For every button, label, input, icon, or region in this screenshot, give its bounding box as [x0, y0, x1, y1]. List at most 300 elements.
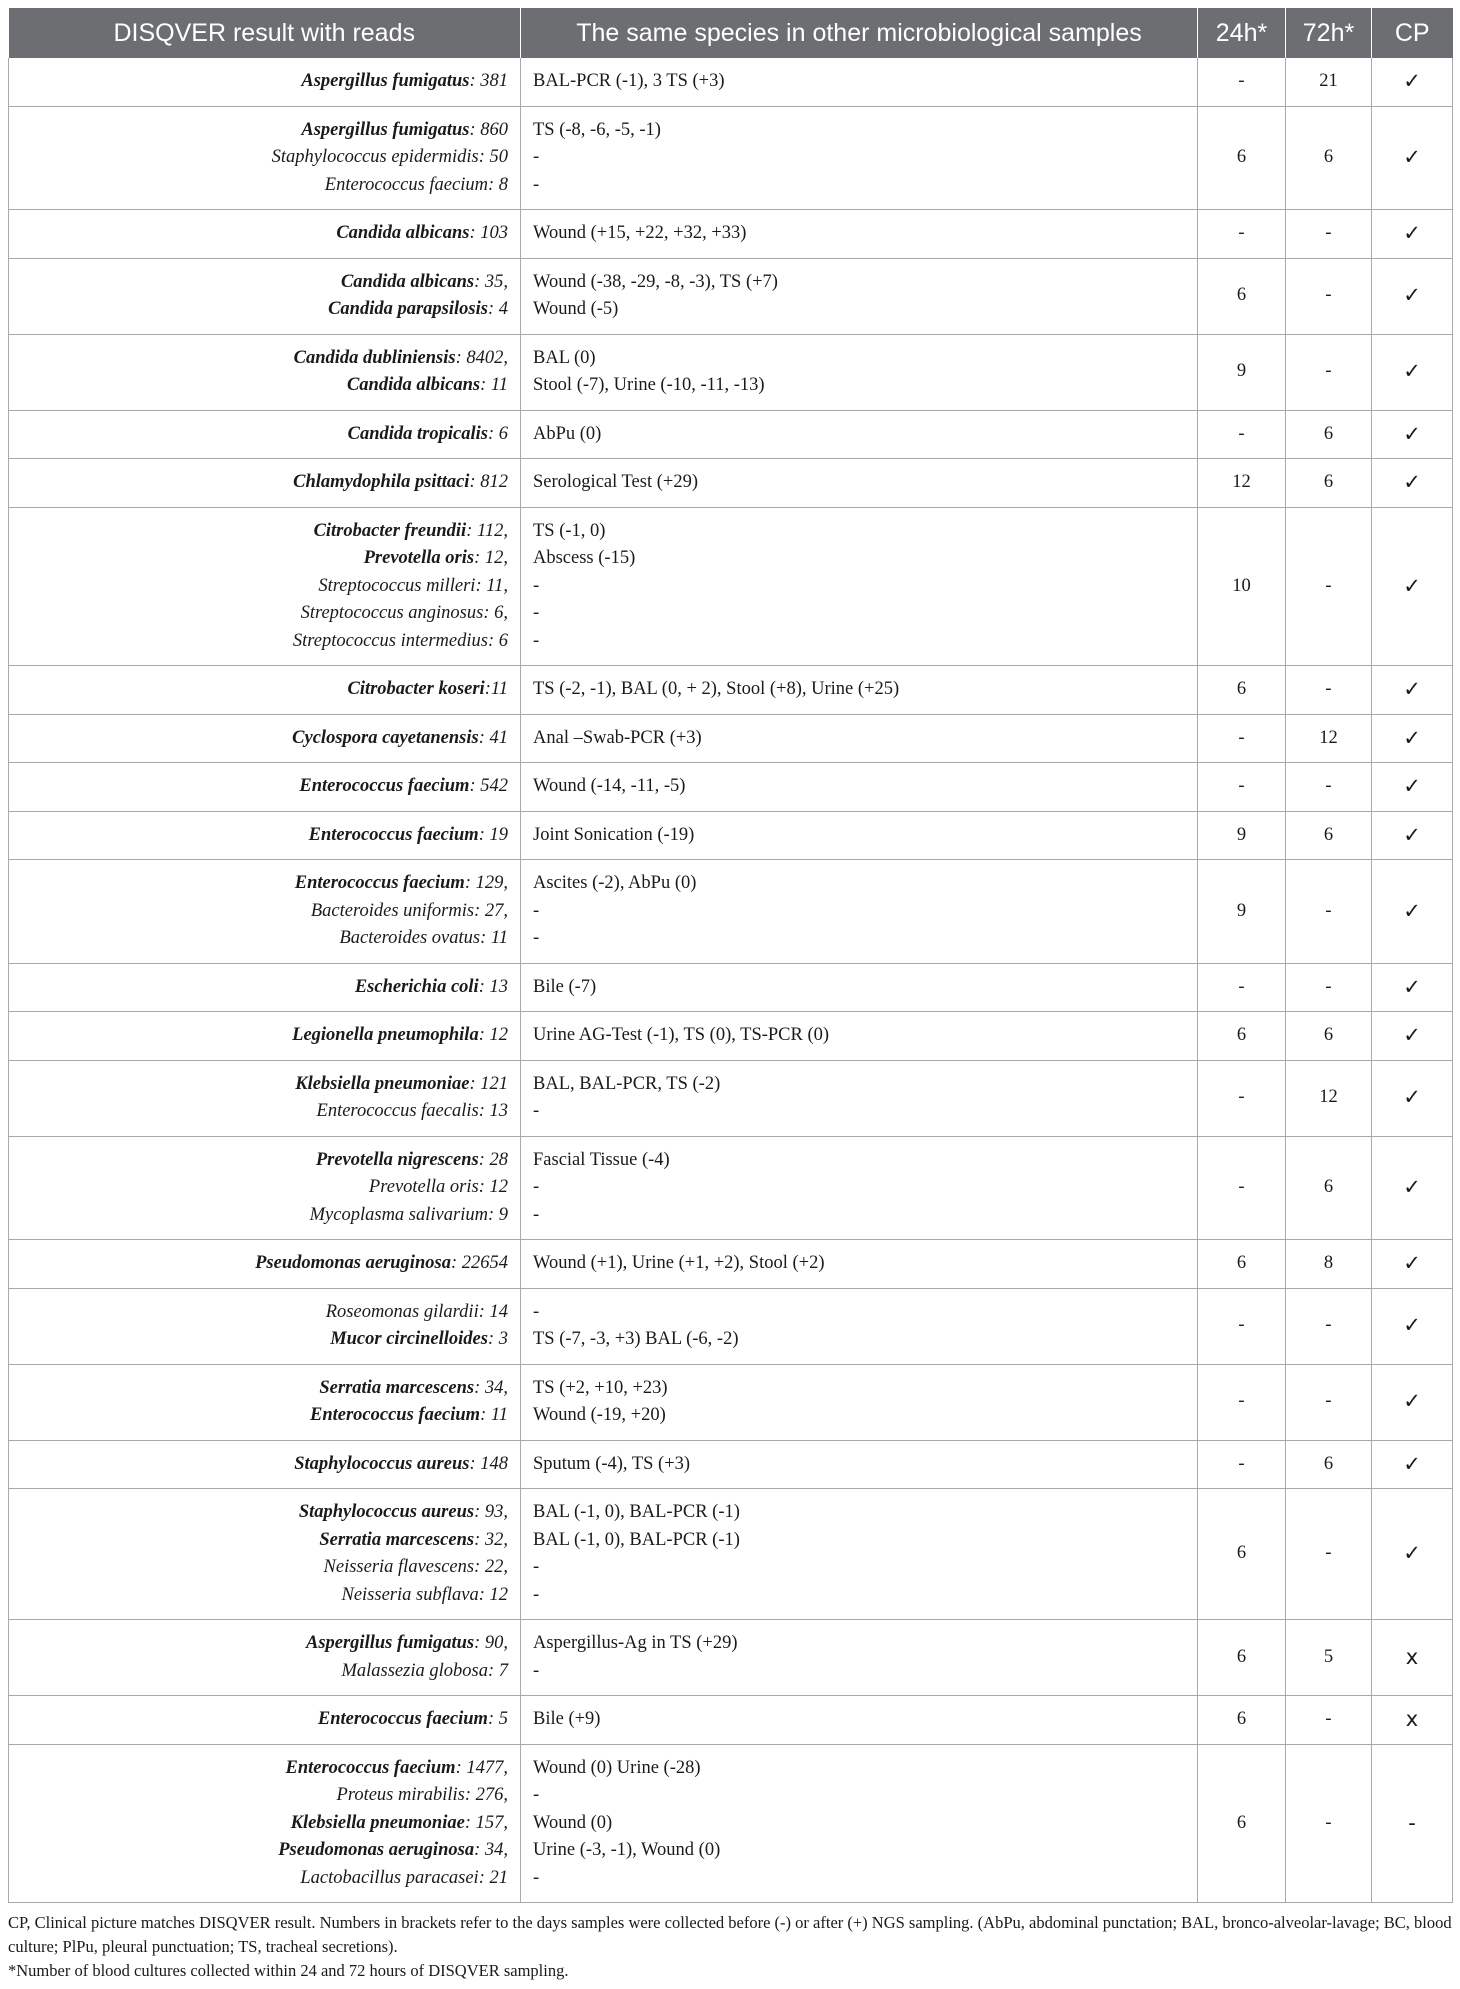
species-entry: [17, 1326, 508, 1354]
clinical-picture-cell: ✓: [1372, 258, 1453, 334]
species-name: Aspergillus fumigatus: [301, 119, 470, 140]
blood-culture-24h-cell: -: [1198, 1060, 1286, 1136]
species-entry: [17, 545, 508, 573]
blood-culture-72h-cell: -: [1286, 1288, 1372, 1364]
blood-culture-24h-cell: -: [1198, 210, 1286, 259]
sample-entry: -: [533, 1177, 540, 1197]
other-samples-cell: [521, 1440, 1198, 1489]
species-reads: : 41: [478, 727, 508, 748]
species-cell: [9, 210, 521, 259]
species-reads: : 542: [469, 776, 508, 796]
table-row: [9, 1696, 1453, 1745]
footnote-blood-cultures: *Number of blood cultures collected within 24 and 72 hours of DISQVER sampling.: [8, 1961, 569, 1980]
sample-entry: -: [533, 1301, 540, 1322]
blood-culture-72h-cell: -: [1286, 210, 1372, 259]
header-disqver-result: DISQVER result with reads: [9, 8, 521, 58]
sample-entry: BAL (0): [533, 347, 596, 368]
species-name: Escherichia coli: [354, 976, 479, 997]
table-row: [9, 1288, 1453, 1364]
table-row: [9, 58, 1453, 106]
table-row: [9, 963, 1453, 1012]
blood-culture-24h-cell: 6: [1198, 666, 1286, 715]
blood-culture-72h-cell: -: [1286, 860, 1372, 964]
table-row: [9, 666, 1453, 715]
species-reads: : 6,: [483, 603, 508, 623]
species-cell: [9, 106, 521, 210]
species-reads: : 12: [478, 1177, 508, 1197]
blood-culture-24h-cell: 6: [1198, 1620, 1286, 1696]
table-body: [9, 58, 1453, 1903]
species-name: Enterococcus faecium: [324, 174, 488, 195]
species-reads: : 11: [480, 1405, 508, 1425]
species-entry: [17, 600, 508, 628]
species-reads: : 11,: [475, 575, 508, 596]
other-samples-cell: [521, 410, 1198, 459]
sample-entry: AbPu (0): [533, 423, 602, 444]
species-name: Enterococcus faecium: [299, 776, 470, 796]
blood-culture-24h-cell: -: [1198, 410, 1286, 459]
species-entry: [17, 676, 508, 704]
other-samples-cell: [521, 1240, 1198, 1289]
species-name: Malassezia globosa: [341, 1660, 488, 1681]
species-cell: [9, 763, 521, 812]
blood-culture-24h-cell: 9: [1198, 811, 1286, 860]
species-reads: : 34,: [474, 1840, 508, 1860]
clinical-picture-cell: x: [1372, 1620, 1453, 1696]
species-reads: : 12: [478, 1584, 508, 1605]
table-row: [9, 714, 1453, 763]
other-samples-cell: [521, 963, 1198, 1012]
table-row: [9, 1060, 1453, 1136]
sample-entry: Wound (+1), Urine (+1, +2), Stool (+2): [533, 1253, 825, 1273]
species-reads: : 93,: [474, 1502, 508, 1522]
clinical-picture-cell: ✓: [1372, 811, 1453, 860]
species-name: Roseomonas gilardii: [325, 1301, 479, 1322]
sample-entry: Bile (-7): [533, 976, 597, 997]
species-name: Citrobacter freundii: [313, 520, 467, 541]
blood-culture-72h-cell: 6: [1286, 106, 1372, 210]
blood-culture-24h-cell: 6: [1198, 1489, 1286, 1620]
blood-culture-72h-cell: 6: [1286, 1440, 1372, 1489]
species-reads: : 5: [487, 1709, 508, 1729]
header-cp: CP: [1372, 8, 1453, 58]
table-row: [9, 1440, 1453, 1489]
blood-culture-24h-cell: 9: [1198, 334, 1286, 410]
species-cell: [9, 58, 521, 106]
table-row: [9, 1012, 1453, 1061]
species-reads: : 50: [478, 147, 508, 167]
sample-entry: -: [533, 174, 540, 195]
species-entry: [17, 345, 508, 373]
clinical-picture-cell: ✓: [1372, 1364, 1453, 1440]
blood-culture-72h-cell: 12: [1286, 1060, 1372, 1136]
species-entry: [17, 469, 508, 497]
table-row: [9, 1364, 1453, 1440]
species-reads: : 103: [469, 223, 508, 243]
sample-entry: BAL-PCR (-1), 3 TS (+3): [533, 71, 725, 91]
sample-entry: TS (-7, -3, +3) BAL (-6, -2): [533, 1329, 739, 1349]
species-reads: : 148: [469, 1453, 508, 1474]
species-name: Enterococcus faecium: [294, 873, 465, 893]
blood-culture-72h-cell: 6: [1286, 1136, 1372, 1240]
species-entry: [17, 1865, 508, 1893]
sample-entry: -: [533, 1660, 540, 1681]
species-reads: : 34,: [474, 1377, 508, 1398]
species-name: Candida dubliniensis: [293, 347, 456, 368]
blood-culture-24h-cell: -: [1198, 1440, 1286, 1489]
other-samples-cell: [521, 1364, 1198, 1440]
blood-culture-72h-cell: -: [1286, 258, 1372, 334]
species-reads: : 4: [487, 299, 508, 319]
species-name: Streptococcus anginosus: [300, 603, 484, 623]
species-name: Chlamydophila psittaci: [293, 472, 470, 492]
species-entry: [17, 1527, 508, 1555]
sample-entry: -: [533, 928, 540, 948]
species-reads: : 28: [478, 1149, 508, 1170]
species-entry: [17, 1810, 508, 1838]
species-name: Streptococcus intermedius: [292, 630, 488, 651]
clinical-picture-cell: ✓: [1372, 210, 1453, 259]
clinical-picture-cell: ✓: [1372, 1060, 1453, 1136]
species-cell: [9, 1060, 521, 1136]
species-name: Serratia marcescens: [319, 1377, 475, 1398]
blood-culture-72h-cell: 5: [1286, 1620, 1372, 1696]
species-entry: [17, 822, 508, 850]
species-name: Cyclospora cayetanensis: [292, 727, 479, 748]
species-entry: [17, 1582, 508, 1610]
table-row: [9, 1489, 1453, 1620]
disqver-results-table: [8, 8, 1453, 1903]
blood-culture-24h-cell: -: [1198, 714, 1286, 763]
blood-culture-24h-cell: 6: [1198, 1012, 1286, 1061]
sample-entry: -: [533, 630, 540, 651]
species-entry: [17, 1098, 508, 1126]
species-cell: [9, 811, 521, 860]
other-samples-cell: [521, 763, 1198, 812]
species-name: Candida tropicalis: [347, 423, 488, 444]
other-samples-cell: [521, 1288, 1198, 1364]
species-entry: [17, 372, 508, 400]
sample-entry: Urine (-3, -1), Wound (0): [533, 1840, 721, 1860]
species-name: Prevotella nigrescens: [315, 1149, 479, 1170]
table-row: [9, 106, 1453, 210]
species-entry: [17, 421, 508, 449]
species-reads: : 12,: [474, 548, 508, 568]
other-samples-cell: [521, 507, 1198, 666]
species-name: Mucor circinelloides: [330, 1329, 488, 1349]
blood-culture-24h-cell: -: [1198, 1288, 1286, 1364]
species-reads: : 812: [469, 472, 508, 492]
species-name: Enterococcus faecium: [317, 1709, 488, 1729]
clinical-picture-cell: ✓: [1372, 334, 1453, 410]
blood-culture-72h-cell: 8: [1286, 1240, 1372, 1289]
species-reads: : 157,: [464, 1812, 508, 1833]
sample-entry: BAL (-1, 0), BAL-PCR (-1): [533, 1502, 740, 1522]
sample-entry: Wound (-38, -29, -8, -3), TS (+7): [533, 271, 778, 292]
species-entry: [17, 1837, 508, 1865]
table-row: [9, 334, 1453, 410]
species-entry: [17, 773, 508, 801]
species-reads: : 14: [478, 1301, 508, 1322]
clinical-picture-cell: x: [1372, 1696, 1453, 1745]
species-reads: : 3: [487, 1329, 508, 1349]
sample-entry: Wound (0): [533, 1812, 613, 1833]
blood-culture-24h-cell: 6: [1198, 1744, 1286, 1903]
species-cell: [9, 714, 521, 763]
species-cell: [9, 410, 521, 459]
clinical-picture-cell: ✓: [1372, 507, 1453, 666]
table-row: [9, 1620, 1453, 1696]
species-entry: [17, 1250, 508, 1278]
clinical-picture-cell: ✓: [1372, 58, 1453, 106]
species-name: Staphylococcus aureus: [294, 1453, 470, 1474]
species-entry: [17, 1022, 508, 1050]
species-name: Pseudomonas aeruginosa: [255, 1253, 451, 1273]
blood-culture-72h-cell: -: [1286, 507, 1372, 666]
species-reads: : 90,: [474, 1633, 508, 1653]
species-entry: [17, 725, 508, 753]
blood-culture-24h-cell: -: [1198, 58, 1286, 106]
other-samples-cell: [521, 459, 1198, 508]
table-row: [9, 258, 1453, 334]
sample-entry: Aspergillus-Ag in TS (+29): [533, 1633, 738, 1653]
species-name: Enterococcus faecium: [310, 1405, 481, 1425]
clinical-picture-cell: ✓: [1372, 1440, 1453, 1489]
table-row: [9, 410, 1453, 459]
table-footnotes: [8, 1911, 1452, 1983]
species-name: Candida parapsilosis: [328, 299, 488, 319]
sample-entry: Wound (-14, -11, -5): [533, 776, 686, 796]
table-row: [9, 507, 1453, 666]
species-reads: : 121: [469, 1073, 508, 1094]
clinical-picture-cell: ✓: [1372, 1489, 1453, 1620]
species-cell: [9, 1136, 521, 1240]
sample-entry: -: [533, 900, 540, 921]
species-reads: : 860: [469, 119, 508, 140]
species-entry: [17, 117, 508, 145]
species-entry: [17, 296, 508, 324]
species-cell: [9, 1440, 521, 1489]
clinical-picture-cell: ✓: [1372, 963, 1453, 1012]
table-row: [9, 210, 1453, 259]
species-name: Proteus mirabilis: [336, 1785, 465, 1805]
clinical-picture-cell: ✓: [1372, 1012, 1453, 1061]
sample-entry: -: [533, 1584, 540, 1605]
species-cell: [9, 1489, 521, 1620]
species-name: Prevotella oris: [368, 1177, 479, 1197]
other-samples-cell: [521, 334, 1198, 410]
sample-entry: Urine AG-Test (-1), TS (0), TS-PCR (0): [533, 1025, 830, 1045]
header-24h: 24h*: [1198, 8, 1286, 58]
species-reads: : 11: [480, 928, 508, 948]
species-entry: [17, 518, 508, 546]
species-reads: : 19: [478, 824, 508, 845]
species-name: Lactobacillus paracasei: [300, 1867, 479, 1888]
species-entry: [17, 1630, 508, 1658]
other-samples-cell: [521, 1136, 1198, 1240]
sample-entry: -: [533, 1557, 540, 1577]
species-reads: : 7: [487, 1660, 508, 1681]
table-row: [9, 860, 1453, 964]
species-reads: : 22,: [474, 1557, 508, 1577]
sample-entry: Anal –Swab-PCR (+3): [533, 727, 702, 748]
other-samples-cell: [521, 860, 1198, 964]
sample-entry: BAL, BAL-PCR, TS (-2): [533, 1073, 721, 1094]
species-entry: [17, 1499, 508, 1527]
blood-culture-24h-cell: 6: [1198, 106, 1286, 210]
other-samples-cell: [521, 1489, 1198, 1620]
blood-culture-24h-cell: 6: [1198, 1696, 1286, 1745]
sample-entry: -: [533, 1204, 540, 1225]
species-name: Enterococcus faecium: [308, 824, 479, 845]
blood-culture-24h-cell: 12: [1198, 459, 1286, 508]
sample-entry: -: [533, 575, 540, 596]
blood-culture-24h-cell: -: [1198, 763, 1286, 812]
species-reads: : 381: [469, 71, 508, 91]
species-name: Citrobacter koseri: [347, 679, 485, 699]
sample-entry: Joint Sonication (-19): [533, 824, 695, 845]
clinical-picture-cell: ✓: [1372, 714, 1453, 763]
species-cell: [9, 666, 521, 715]
species-entry: [17, 870, 508, 898]
species-entry: [17, 1174, 508, 1202]
species-cell: [9, 459, 521, 508]
sample-entry: Ascites (-2), AbPu (0): [533, 873, 697, 893]
table-row: [9, 1240, 1453, 1289]
clinical-picture-cell: ✓: [1372, 459, 1453, 508]
other-samples-cell: [521, 1060, 1198, 1136]
sample-entry: TS (-1, 0): [533, 520, 606, 541]
species-reads: : 8402,: [455, 347, 508, 368]
species-reads: : 32,: [474, 1529, 508, 1550]
species-name: Aspergillus fumigatus: [301, 71, 470, 91]
species-reads: : 6: [487, 630, 508, 651]
species-reads: :11: [484, 679, 508, 699]
species-name: Neisseria subflava: [341, 1584, 479, 1605]
blood-culture-24h-cell: 10: [1198, 507, 1286, 666]
species-cell: [9, 1288, 521, 1364]
table-row: [9, 459, 1453, 508]
species-name: Legionella pneumophila: [292, 1025, 479, 1045]
table-header: [9, 8, 1453, 58]
clinical-picture-cell: ✓: [1372, 106, 1453, 210]
species-name: Serratia marcescens: [319, 1529, 475, 1550]
header-row: [9, 8, 1453, 58]
species-name: Candida albicans: [336, 223, 470, 243]
other-samples-cell: [521, 1744, 1198, 1903]
blood-culture-72h-cell: 6: [1286, 811, 1372, 860]
blood-culture-72h-cell: -: [1286, 1744, 1372, 1903]
other-samples-cell: [521, 58, 1198, 106]
species-name: Enterococcus faecalis: [316, 1101, 479, 1121]
species-entry: [17, 1202, 508, 1230]
species-entry: [17, 898, 508, 926]
sample-entry: Wound (-5): [533, 299, 619, 319]
species-entry: [17, 1147, 508, 1175]
species-entry: [17, 68, 508, 96]
sample-entry: Wound (+15, +22, +32, +33): [533, 223, 747, 243]
species-cell: [9, 1364, 521, 1440]
species-name: Neisseria flavescens: [323, 1557, 475, 1577]
species-name: Candida albicans: [346, 375, 481, 395]
species-reads: : 129,: [464, 873, 508, 893]
header-other-samples: The same species in other microbiological samples: [521, 8, 1198, 58]
results-table-container: [8, 8, 1452, 1983]
table-row: [9, 811, 1453, 860]
blood-culture-24h-cell: -: [1198, 1136, 1286, 1240]
blood-culture-72h-cell: 12: [1286, 714, 1372, 763]
species-reads: : 35,: [474, 271, 508, 292]
sample-entry: Wound (0) Urine (-28): [533, 1757, 701, 1778]
species-name: Klebsiella pneumoniae: [290, 1812, 465, 1833]
species-cell: [9, 507, 521, 666]
sample-entry: TS (+2, +10, +23): [533, 1377, 668, 1398]
sample-entry: Stool (-7), Urine (-10, -11, -13): [533, 375, 765, 395]
species-cell: [9, 1240, 521, 1289]
sample-entry: -: [533, 1101, 540, 1121]
species-cell: [9, 1012, 521, 1061]
footnote-abbreviations: CP, Clinical picture matches DISQVER result. Numbers in brackets refer to the days samples were collected before (-) or after (+) NGS sampling. (AbPu, abdominal punctation; BAL, bronco-alveolar-lavage; BC, blood culture; PlPu, pleural punctuation; TS, tracheal secretions).: [8, 1913, 1452, 1956]
blood-culture-24h-cell: -: [1198, 963, 1286, 1012]
species-name: Klebsiella pneumoniae: [295, 1073, 470, 1094]
sample-entry: -: [533, 1867, 540, 1888]
blood-culture-72h-cell: 6: [1286, 459, 1372, 508]
species-cell: [9, 963, 521, 1012]
species-cell: [9, 334, 521, 410]
blood-culture-72h-cell: 6: [1286, 1012, 1372, 1061]
sample-entry: -: [533, 147, 540, 167]
species-cell: [9, 258, 521, 334]
table-row: [9, 1136, 1453, 1240]
species-entry: [17, 1071, 508, 1099]
species-cell: [9, 860, 521, 964]
sample-entry: -: [533, 603, 540, 623]
species-entry: [17, 1658, 508, 1686]
species-reads: : 27,: [474, 900, 508, 921]
blood-culture-24h-cell: 6: [1198, 258, 1286, 334]
other-samples-cell: [521, 811, 1198, 860]
sample-entry: Bile (+9): [533, 1709, 601, 1729]
sample-entry: TS (-8, -6, -5, -1): [533, 119, 661, 140]
species-reads: : 112,: [466, 520, 508, 541]
blood-culture-72h-cell: -: [1286, 334, 1372, 410]
species-name: Bacteroides uniformis: [310, 900, 475, 921]
sample-entry: Abscess (-15): [533, 548, 636, 568]
other-samples-cell: [521, 1696, 1198, 1745]
sample-entry: Serological Test (+29): [533, 472, 698, 492]
species-entry: [17, 1782, 508, 1810]
species-reads: : 8: [487, 174, 508, 195]
species-name: Enterococcus faecium: [285, 1757, 456, 1778]
other-samples-cell: [521, 258, 1198, 334]
blood-culture-72h-cell: -: [1286, 1364, 1372, 1440]
table-row: [9, 763, 1453, 812]
clinical-picture-cell: ✓: [1372, 1136, 1453, 1240]
species-entry: [17, 144, 508, 172]
species-reads: : 21: [478, 1867, 508, 1888]
species-entry: [17, 1706, 508, 1734]
sample-entry: TS (-2, -1), BAL (0, + 2), Stool (+8), Urine (+25): [533, 679, 900, 699]
species-reads: : 12: [478, 1025, 508, 1045]
clinical-picture-cell: ✓: [1372, 860, 1453, 964]
blood-culture-72h-cell: -: [1286, 1489, 1372, 1620]
sample-entry: -: [533, 1785, 540, 1805]
species-name: Streptococcus milleri: [318, 575, 476, 596]
species-entry: [17, 573, 508, 601]
other-samples-cell: [521, 666, 1198, 715]
species-name: Candida albicans: [340, 271, 475, 292]
blood-culture-72h-cell: -: [1286, 963, 1372, 1012]
